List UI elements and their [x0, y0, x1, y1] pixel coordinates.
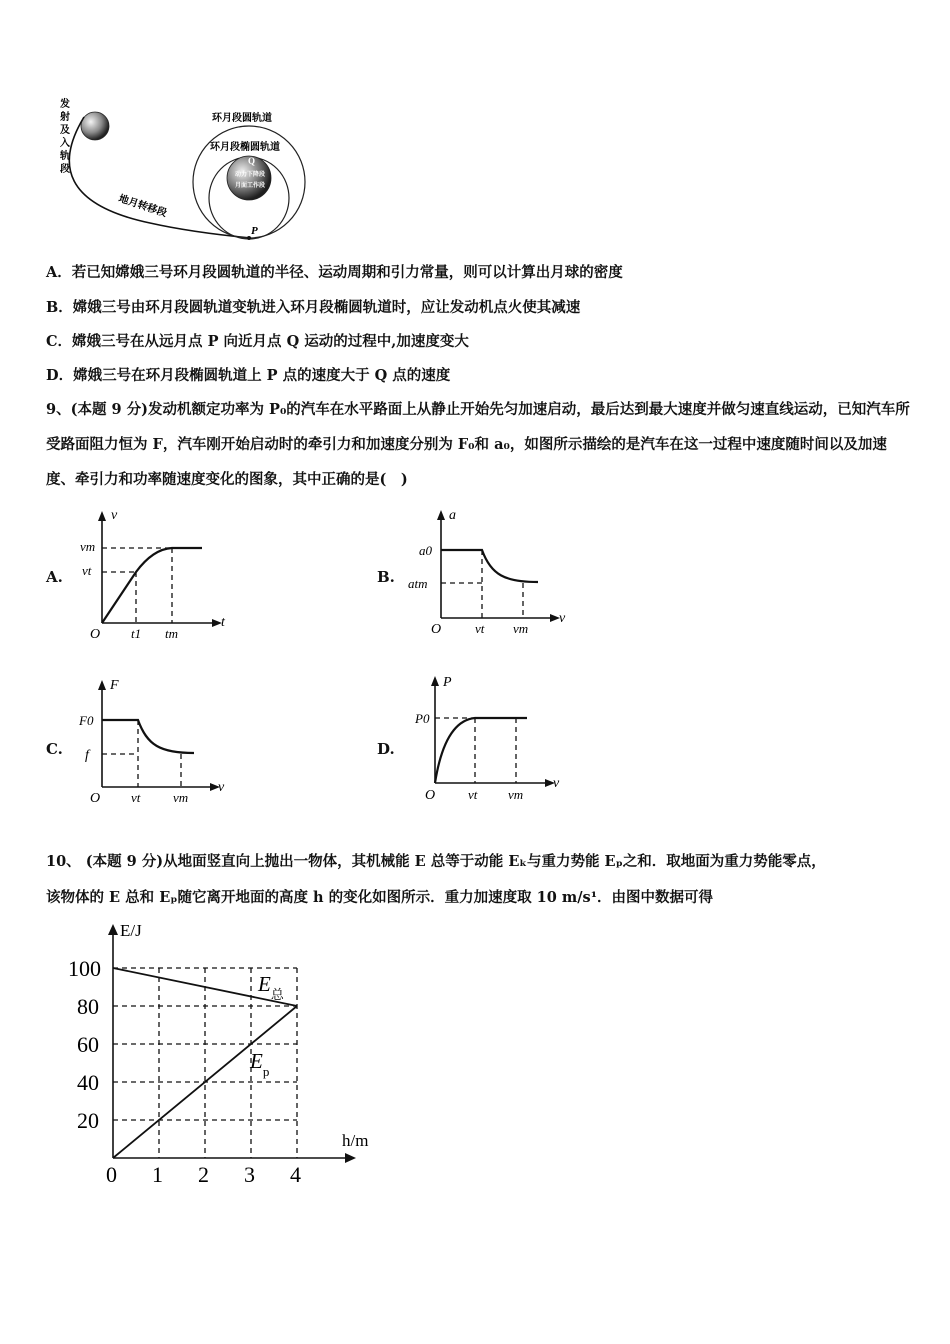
tick-f0: F0 — [79, 713, 94, 728]
tick-vm: vm — [513, 621, 529, 636]
tick-vm: vm — [508, 787, 524, 802]
y-tick-label: 100 — [68, 956, 101, 981]
circle-orbit-label: 环月段圆轨道 — [212, 113, 272, 124]
axis-label-v: v — [553, 776, 560, 791]
x-tick-label: 3 — [244, 1162, 255, 1187]
y-tick-label: 80 — [77, 994, 99, 1019]
q9-graph-a — [75, 505, 240, 645]
origin-label: O — [425, 788, 436, 803]
tick-a0: a0 — [419, 543, 432, 558]
axis-label-v: v — [559, 611, 566, 626]
axis-label-v: v — [111, 508, 118, 523]
q8-option-a: A．若已知嫦娥三号环月段圆轨道的半径、运动周期和引力常量，则可以计算出月球的密度 — [46, 264, 623, 281]
tick-p0: P0 — [415, 711, 430, 726]
q9-option-a-letter: A. — [46, 568, 63, 586]
q9-option-d-letter: D. — [377, 740, 395, 758]
x-tick-label: 4 — [290, 1162, 301, 1187]
x-tick-label: 2 — [198, 1162, 209, 1187]
origin-label: O — [90, 791, 101, 806]
tick-atm: atm — [408, 576, 428, 591]
tick-vt: vt — [475, 621, 485, 636]
x-tick-label: 1 — [152, 1162, 163, 1187]
tick-vm: vm — [173, 790, 189, 805]
q8-option-c: C．嫦娥三号在从远月点 P 向近月点 Q 运动的过程中,加速度变大 — [46, 333, 469, 350]
series-label-ep: $E_p$ — [250, 1049, 270, 1079]
tick-f: f — [85, 748, 89, 763]
y-tick-label: 40 — [77, 1070, 99, 1095]
q9-option-b-letter: B. — [377, 568, 395, 586]
axis-label-a: a — [449, 508, 456, 523]
q8-option-b: B．嫦娥三号由环月段圆轨道变轨进入环月段椭圆轨道时，应让发动机点火使其减速 — [46, 299, 581, 316]
y-tick-label: 60 — [77, 1032, 99, 1057]
tick-vm: vm — [80, 539, 96, 554]
series-label-e-total: $E_总$ — [258, 972, 284, 1002]
ellipse-orbit-label: 环月段椭圆轨道 — [210, 142, 280, 153]
axis-label-f-upper: F — [110, 678, 119, 693]
y-axis-label: E/J — [120, 921, 142, 940]
q9-graph-c — [75, 675, 240, 810]
x-tick-label: 0 — [106, 1162, 117, 1187]
origin-label: O — [431, 622, 442, 637]
tick-vt: vt — [468, 787, 478, 802]
axis-label-t: t — [221, 615, 225, 630]
tick-vt: vt — [131, 790, 141, 805]
x-axis-label: h/m — [342, 1131, 369, 1150]
powered-descent-label: 动力下降段 — [235, 172, 266, 178]
point-q-label: Q — [248, 156, 256, 166]
surface-label: 月面工作段 — [235, 183, 266, 189]
y-tick-label: 20 — [77, 1108, 99, 1133]
q10-line-2: 该物体的 E 总和 Eₚ随它离开地面的高度 h 的变化如图所示．重力加速度取 10 m/s¹．由图中数据可得 — [46, 889, 714, 906]
point-p-label: P — [251, 225, 258, 237]
origin-label: O — [90, 627, 101, 642]
energy-chart — [60, 918, 390, 1190]
q10-line-1: 10、 (本题 9 分)从地面竖直向上抛出一物体，其机械能 E 总等于动能 Eₖ与重力势能 Eₚ之和．取地面为重力势能零点， — [46, 853, 826, 870]
orbit-figure — [40, 95, 340, 245]
q9-graph-b — [405, 505, 575, 645]
launch-label: 发射及入轨段 — [60, 99, 70, 175]
q9-option-c-letter: C. — [46, 740, 63, 758]
tick-t1: t1 — [131, 626, 142, 641]
q9-text: 9、(本题 9 分)发动机额定功率为 P₀的汽车在水平路面上从静止开始先匀加速启动，最后达到最大速度并做匀速直线运动，已知汽车所受路面阻力恒为 F，汽车刚开始启动时的牵引力和加速度分别为 F₀和 a₀，如图所示描绘的是汽车在这一过程中速度随时间以及加速度、牵引力和功率随速度变化的图象，其中正确的是( ) — [46, 401, 910, 488]
q9-graph-d — [405, 670, 575, 810]
tick-tm: tm — [165, 626, 178, 641]
q8-option-d: D．嫦娥三号在环月段椭圆轨道上 P 点的速度大于 Q 点的速度 — [46, 367, 451, 384]
tick-vt: vt — [82, 563, 92, 578]
transfer-label: 地月转移段 — [117, 193, 169, 220]
axis-label-v: v — [218, 780, 225, 795]
earth-sphere — [81, 112, 109, 140]
axis-label-p: P — [443, 675, 452, 690]
